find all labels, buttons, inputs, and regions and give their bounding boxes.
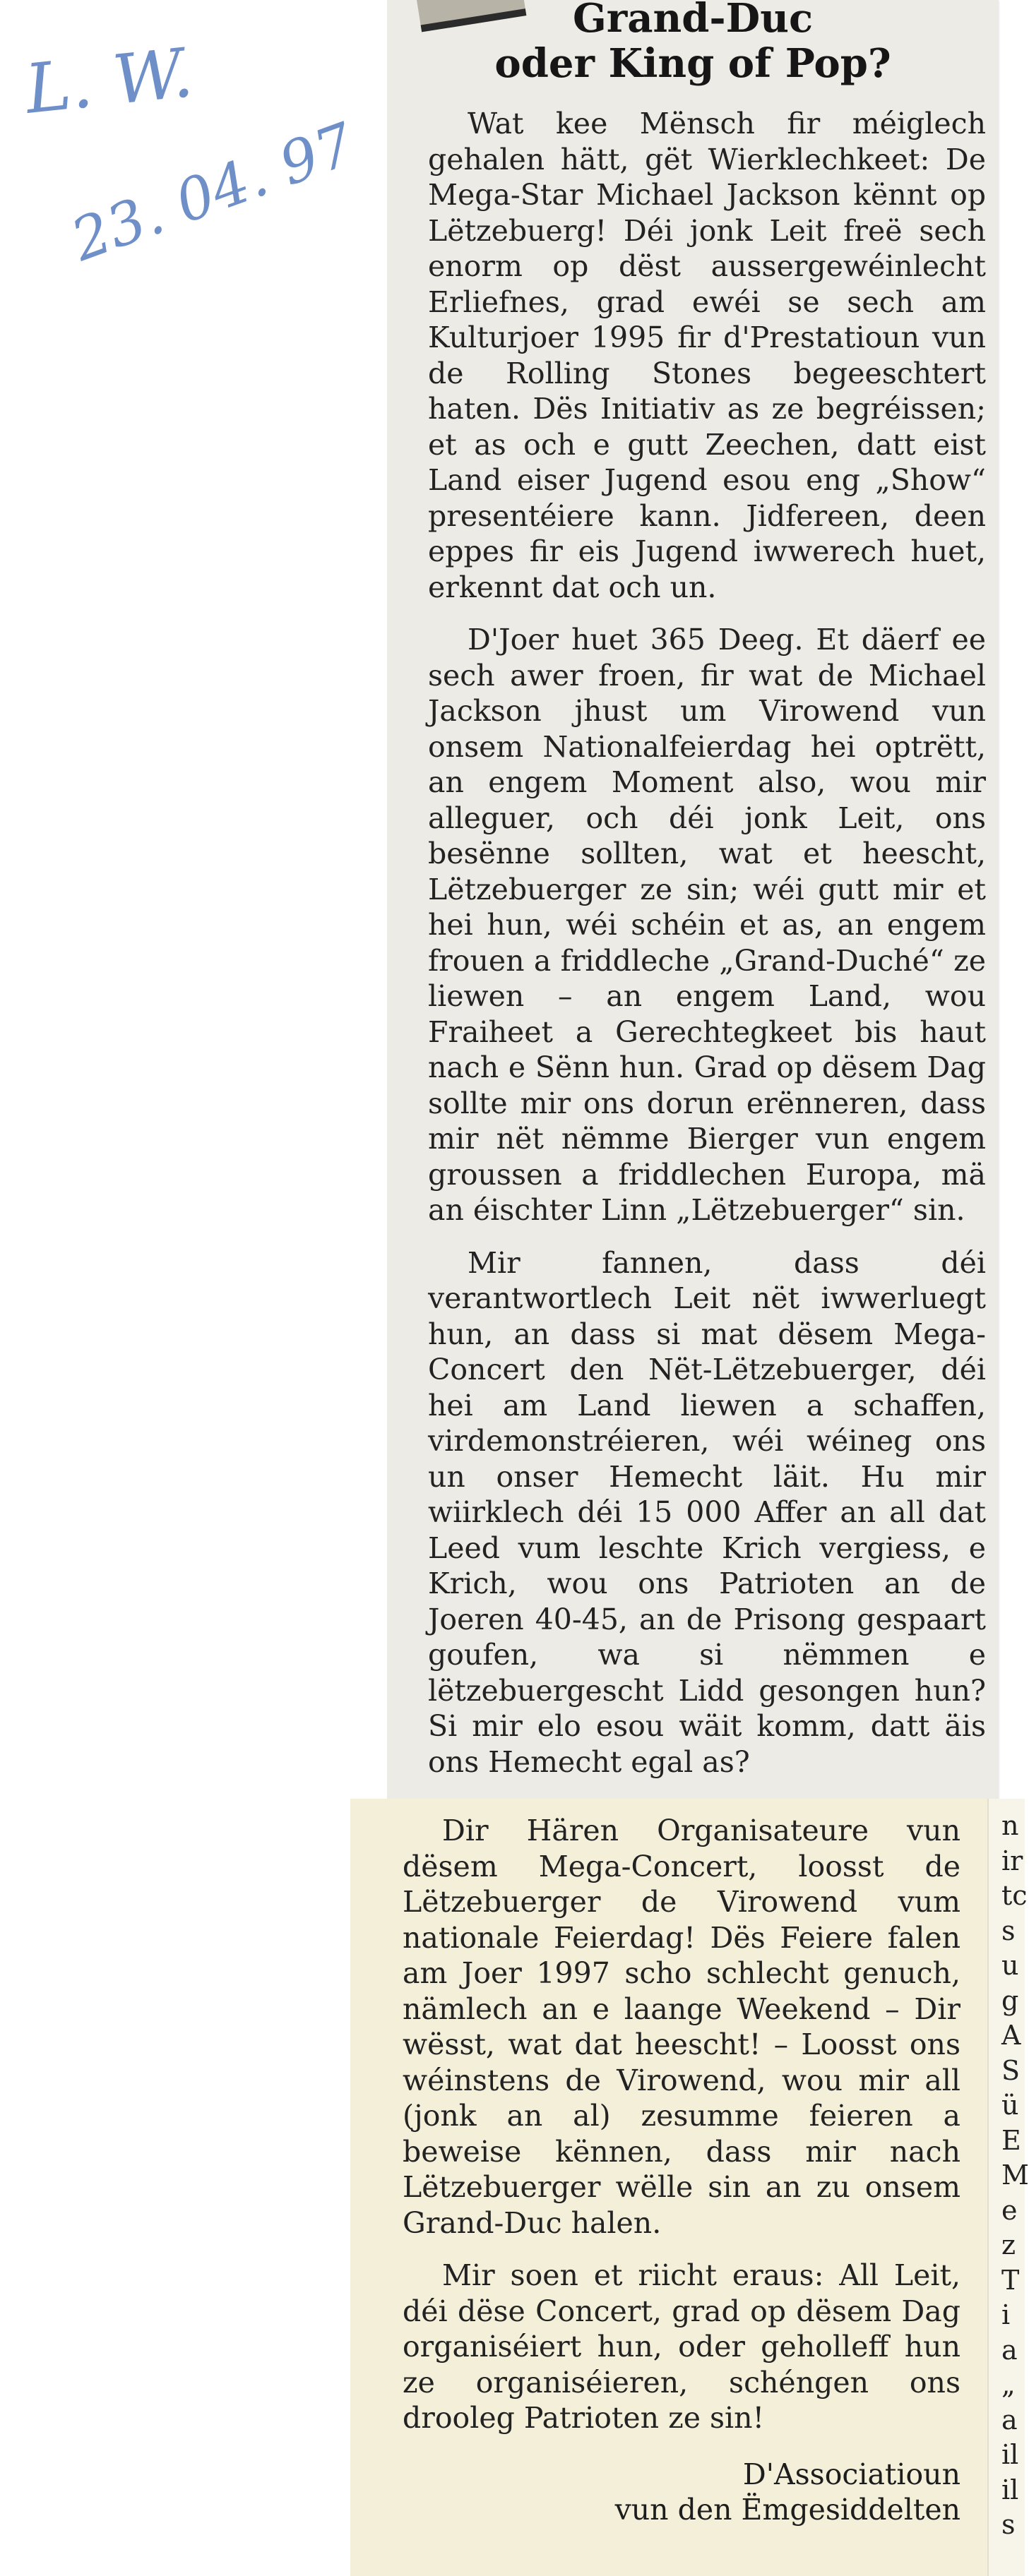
signature-line-1: D'Associatioun [742,2457,960,2491]
signature-line-2: vun den Ëmgesiddelten [614,2493,960,2527]
headline-line-1: Grand-Duc [572,0,814,42]
fragment-letter: A [1001,2020,1021,2051]
adjacent-column-fragment [1001,1809,1029,2543]
article-signature [579,2457,960,2527]
paragraph-5: Mir soen et riicht eraus: All Leit, déi dëse Concert, grad op dësem Dag organiséiert hun, oder geholleff hun ze organiséieren, schéngen ons drooleg Patrioten ze sin! [403,2258,960,2435]
fragment-letter: il [1001,2439,1019,2470]
fragment-letter: i [1001,2299,1011,2330]
fragment-letter: ir [1001,1845,1023,1876]
paragraph-4: Dir Hären Organisateure vun dësem Mega-Concert, loosst de Lëtzebuerger de Virowend vum nationale Feierdag! Dës Feiere falen am Joer 1997 scho schlecht genuch, nämlech an e laange Weekend – Dir wësst, wat dat heescht! – Loosst ons wéinstens de Virowend, wou mir all (jonk an al) zesumme feieren a beweise kënnen, dass mir nach Lëtzebuerger wëlle sin an zu onsem Grand-Duc halen. [403,1814,960,2240]
article-headline [387,0,999,86]
fragment-letter: tc [1001,1880,1028,1911]
handwritten-initials: L. W. [21,32,197,129]
fragment-letter: g [1001,1984,1019,2016]
fragment-letter: a [1001,2334,1018,2366]
fragment-letter: „ [1001,2369,1016,2400]
handwritten-date: 23. 04. 97 [63,110,363,275]
fragment-letter: ü [1001,2090,1019,2121]
paragraph-2: D'Joer huet 365 Deeg. Et däerf ee sech awer froen, fir wat de Michael Jackson jhust um Virowend vun onsem Nationalfeierdag hei optrëtt, an engem Moment also, wou mir alleguer, och déi jonk Leit, ons besënne sollten, wat et heescht, Lëtzebuerger ze sin; wéi gutt mir et hei hun, wéi schéin et as, an engem frouen a friddleche „Grand-Duché“ ze liewen – an engem Land, wou Fraiheet a Gerechtegkeet bis haut nach e Sënn hun. Grad op dësem Dag sollte mir ons dorun erënneren, dass mir nët nëmme Bierger vun engem groussen a friddlechen Europa, mä an éischter Linn „Lëtzebuerger“ sin. [428,623,986,1227]
paragraph-3: Mir fannen, dass déi verantwortlech Leit nët iwwerluegt hun, an dass si mat dësem Mega-Concert den Nët-Lëtzebuerger, déi hei am Land liewen a schaffen, virdemonstréieren, wéi wéineg ons un onser Hemecht läit. Hu mir wiirklech déi 15 000 Affer an all dat Leed vum leschte Krich vergiess, e Krich, wou ons Patrioten an de Joeren 40-45, an de Prisong gespaart goufen, wa si nëmmen e lëtzebuergescht Lidd gesongen hun? Si mir elo esou wäit komm, datt äis ons Hemecht egal as? [428,1245,986,1779]
fragment-letter: M [1001,2159,1029,2191]
fragment-letter: a [1001,2404,1018,2436]
fragment-letter: z [1001,2229,1016,2260]
fragment-letter: u [1001,1950,1019,1981]
article-body-lower [403,1813,960,2453]
fragment-letter: S [1001,2054,1021,2086]
headline-line-2: oder King of Pop? [494,40,891,87]
article-body-upper [428,106,986,1797]
fragment-letter: e [1001,2194,1018,2226]
fragment-letter: s [1001,2509,1016,2540]
handwritten-date-note [14,28,381,325]
fragment-letter: E [1001,2124,1021,2156]
fragment-letter: il [1001,2474,1019,2505]
fragment-letter: T [1001,2264,1020,2296]
fragment-letter: s [1001,1915,1016,1946]
paragraph-1: Wat kee Mënsch fir méiglech gehalen hätt, gët Wierklechkeet: De Mega-Star Michael Jackson kënnt op Lëtzebuerg! Déi jonk Leit freë sech enorm op dëst aussergewéinlecht Erliefnes, grad ewéi se sech am Kulturjoer 1995 fir d'Prestatioun vun de Rolling Stones begeeschtert haten. Dës Initiativ as ze begréissen; et as och e gutt Zeechen, datt eist Land eiser Jugend esou eng „Show“ presentéiere kann. Jidfereen, deen eppes fir eis Jugend iwwerech huet, erkennt dat och un. [428,107,986,604]
fragment-letter: n [1001,1810,1019,1841]
